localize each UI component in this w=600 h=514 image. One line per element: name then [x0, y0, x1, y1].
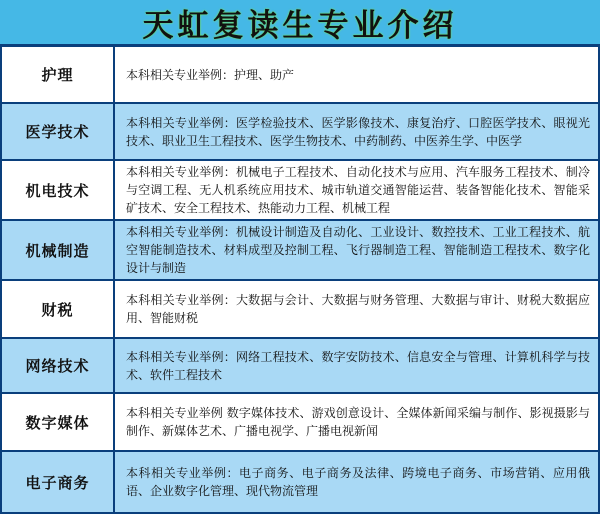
table-row	[0, 281, 600, 339]
row-label-cell	[0, 104, 115, 159]
row-desc-cell	[115, 47, 600, 102]
table-row	[0, 394, 600, 452]
row-label: 网络技术	[25, 357, 90, 375]
row-label: 医学技术	[25, 123, 90, 141]
row-desc-cell	[115, 281, 600, 337]
row-description: 本科相关专业举例：电子商务、电子商务及法律、跨境电子商务、市场营销、应用俄语、企业数字化管理、现代物流管理	[126, 466, 590, 498]
row-desc-cell	[115, 339, 600, 392]
row-label: 机电技术	[25, 181, 90, 200]
title-bar	[0, 0, 600, 44]
row-desc-cell	[115, 161, 600, 219]
row-label-cell	[0, 47, 115, 102]
table-row	[0, 339, 600, 394]
major-table	[0, 44, 600, 511]
row-desc-cell	[115, 104, 600, 159]
table-row	[0, 47, 600, 104]
row-label: 数字媒体	[25, 413, 90, 432]
row-desc-cell	[115, 221, 600, 279]
row-label-cell	[0, 221, 115, 279]
row-label-cell	[0, 452, 115, 512]
row-description: 本科相关专业举例：网络工程技术、数字安防技术、信息安全与管理、计算机科学与技术、软件工程技术	[126, 349, 590, 382]
row-label: 财税	[41, 300, 74, 319]
table-row	[0, 104, 600, 161]
row-label-cell	[0, 281, 115, 337]
row-label: 机械制造	[25, 241, 90, 260]
row-description: 本科相关专业举例：大数据与会计、大数据与财务管理、大数据与审计、财税大数据应用、智能财税	[126, 293, 590, 325]
table-row	[0, 221, 600, 281]
table-row	[0, 161, 600, 221]
row-label-cell	[0, 161, 115, 219]
page-title: 天虹复读生专业介绍	[142, 7, 458, 44]
row-label: 护理	[41, 66, 74, 84]
row-description: 本科相关专业举例 数字媒体技术、游戏创意设计、全媒体新闻采编与制作、影视摄影与制作、新媒体艺术、广播电视学、广播电视新闻	[126, 406, 590, 438]
row-label: 电子商务	[25, 473, 90, 492]
row-label-cell	[0, 339, 115, 392]
table-row	[0, 452, 600, 514]
row-desc-cell	[115, 452, 600, 512]
row-description: 本科相关专业举例：机械设计制造及自动化、工业设计、数控技术、工业工程技术、航空智能制造技术、材料成型及控制工程、飞行器制造工程、智能制造工程技术、数字化设计与制造	[126, 225, 590, 275]
row-description: 本科相关专业举例：护理、助产	[126, 67, 295, 82]
row-description: 本科相关专业举例：医学检验技术、医学影像技术、康复治疗、口腔医学技术、眼视光技术、职业卫生工程技术、医学生物技术、中药制药、中医养生学、中医学	[126, 115, 590, 148]
row-desc-cell	[115, 394, 600, 450]
row-label-cell	[0, 394, 115, 450]
row-description: 本科相关专业举例：机械电子工程技术、自动化技术与应用、汽车服务工程技术、制冷与空调工程、无人机系统应用技术、城市轨道交通智能运营、装备智能化技术、智能采矿技术、安全工程技术、热能动力工程、机械工程	[126, 165, 590, 215]
